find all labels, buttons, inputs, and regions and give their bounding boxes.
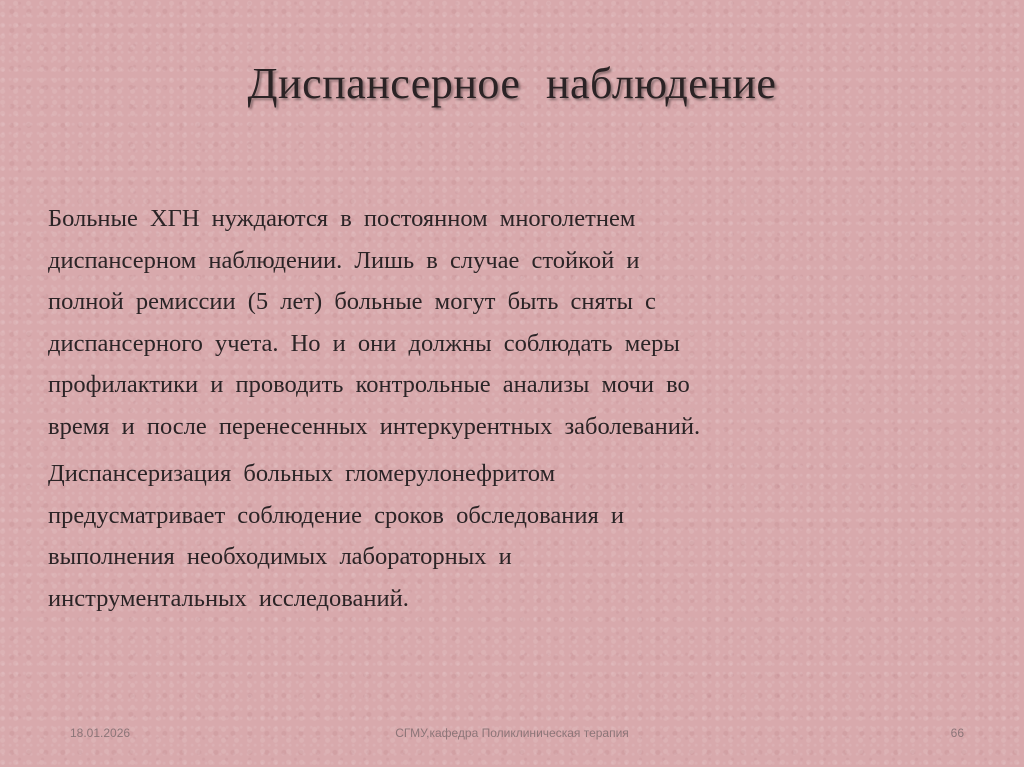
paragraph-dispensarization — [48, 453, 988, 619]
text-line: Диспансеризация больных гломерулонефритом — [48, 460, 556, 487]
text-line: выполнения необходимых лабораторных и — [48, 543, 512, 570]
slide-title: Диспансерное наблюдение — [247, 59, 777, 108]
text-line: диспансерного учета. Но и они должны соблюдать меры — [48, 329, 680, 357]
slide-body — [48, 198, 988, 625]
footer-organization: СГМУ,кафедра Поликлиническая терапия — [395, 726, 629, 740]
text-line: профилактики и проводить контрольные анализы мочи во — [48, 371, 690, 398]
text-line: время и после перенесенных интеркурентных заболеваний. — [48, 412, 701, 440]
text-line: инструментальных исследований. — [48, 584, 409, 612]
text-line: диспансерном наблюдении. Лишь в случае стойкой и — [48, 246, 640, 274]
footer-page-number: 66 — [950, 726, 964, 740]
text-line: полной ремиссии (5 лет) больные могут быть сняты с — [48, 288, 656, 315]
paragraph-observation — [48, 198, 988, 447]
text-line: предусматривает соблюдение сроков обследования и — [48, 501, 625, 529]
footer-date: 18.01.2026 — [70, 726, 131, 740]
text-line: Больные ХГН нуждаются в постоянном многолетнем — [48, 205, 636, 232]
